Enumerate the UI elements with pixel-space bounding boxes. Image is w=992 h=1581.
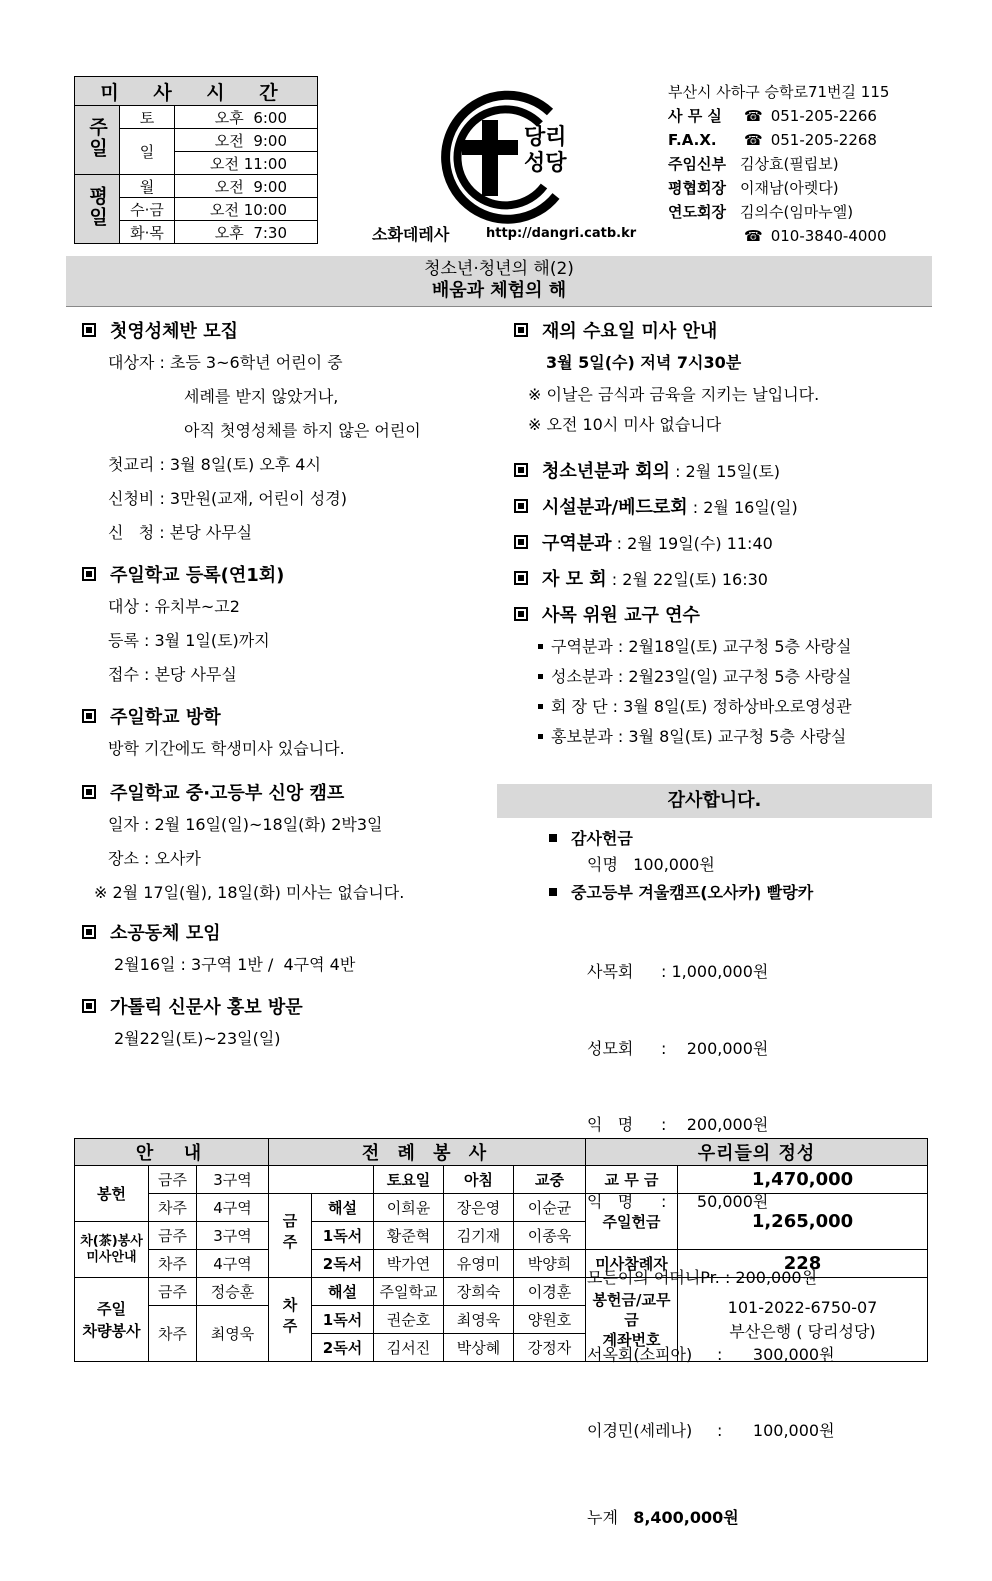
section-title: 가톨릭 신문사 홍보 방문 [78, 990, 498, 1022]
guide-value: 3구역 [197, 1222, 269, 1250]
offering-value: 1,265,000 [678, 1194, 928, 1250]
donor-row: 익 명 : 200,000원 [587, 1115, 769, 1134]
banner-line-1: 청소년·청년의 해(2) [424, 259, 574, 279]
server: 주일학교 [374, 1278, 444, 1306]
contact-value: 051-205-2268 [770, 131, 877, 149]
week-label: 차주 [149, 1250, 197, 1278]
square-bullet-icon [514, 323, 528, 337]
bullet-icon [538, 704, 543, 709]
text-line: 등록 : 3월 1일(토)까지 [108, 631, 270, 650]
donor-row: 서옥회(소피아) : 300,000원 [587, 1344, 835, 1364]
contact-label: 사 무 실 [668, 107, 722, 125]
square-bullet-icon [514, 571, 528, 585]
section-title: 소공동체 모임 [78, 916, 498, 948]
account-info [678, 1278, 928, 1362]
server: 이종욱 [514, 1222, 586, 1250]
contact-value: 010-3840-4000 [770, 227, 887, 245]
server: 강정자 [514, 1334, 586, 1362]
section-title: 청소년분과 회의 : 2월 15일(토) [510, 452, 930, 488]
server: 권순호 [374, 1306, 444, 1334]
offering-value: 228 [678, 1250, 928, 1278]
text-line: 일자 : 2월 16일(일)~18일(화) 2박3일 [108, 815, 383, 834]
square-bullet-icon [82, 785, 96, 799]
section-title: 첫영성체반 모집 [78, 314, 498, 346]
text-line: ※ 이날은 금식과 금육을 지키는 날입니다. [528, 385, 820, 404]
guide-title: 안 내 [75, 1139, 269, 1166]
role-label: 2독서 [312, 1334, 374, 1362]
mass-time: 오전 11:00 [175, 152, 318, 175]
mass-day: 화·목 [120, 221, 175, 244]
donor-row: 이경민(세레나) : 100,000원 [587, 1421, 835, 1440]
text-line: 익명 100,000원 [587, 855, 715, 874]
phone-icon: ☎ [744, 131, 763, 149]
donor-row: 사목회 : 1,000,000원 [587, 962, 769, 981]
square-bullet-icon [82, 567, 96, 581]
text-line: 첫교리 : 3월 8일(토) 오후 4시 [108, 455, 321, 474]
role-label: 2독서 [312, 1250, 374, 1278]
server: 이희윤 [374, 1194, 444, 1222]
text-line: ※ 2월 17일(월), 18일(화) 미사는 없습니다. [94, 883, 405, 902]
text-line: 2월22일(토)~23일(일) [114, 1029, 281, 1048]
square-bullet-icon [514, 499, 528, 513]
week-label: 금주 [149, 1166, 197, 1194]
server: 황준혁 [374, 1222, 444, 1250]
square-bullet-icon [82, 709, 96, 723]
contact-value: 김의수(임마누엘) [740, 203, 854, 221]
thanks-heading: 중고등부 겨울캠프(오사카) 빨랑카 [497, 878, 932, 908]
offering-label: 주일헌금 [586, 1194, 678, 1250]
sunday-label: 주일 [75, 106, 120, 175]
server: 양원호 [514, 1306, 586, 1334]
text-line: ※ 오전 10시 미사 없습니다 [528, 415, 722, 434]
server: 이순균 [514, 1194, 586, 1222]
banner-line-2: 배움과 체험의 해 [431, 280, 567, 301]
text-line: 세례를 받지 않았거나, [184, 387, 339, 406]
text-line: 접수 : 본당 사무실 [108, 665, 237, 684]
server: 최영욱 [444, 1306, 514, 1334]
bullet-icon [538, 644, 543, 649]
cross-icon [482, 120, 498, 196]
square-bullet-icon [514, 535, 528, 549]
section-title: 사목 위원 교구 연수 [510, 596, 930, 632]
bullet-icon [538, 734, 543, 739]
square-bullet-icon [514, 607, 528, 621]
server: 장희숙 [444, 1278, 514, 1306]
list-item: 홍보분과 : 3월 8일(토) 교구청 5층 사랑실 [510, 722, 930, 752]
text-line: 신청비 : 3만원(교재, 어린이 성경) [108, 489, 347, 508]
mass-day: 월 [120, 175, 175, 198]
offering-title: 우리들의 정성 [586, 1139, 928, 1166]
contact-label: 연도회장 [668, 203, 726, 221]
list-item: 성소분과 : 2월23일(일) 교구청 5층 사랑실 [510, 662, 930, 692]
server: 유영미 [444, 1250, 514, 1278]
right-column [510, 314, 930, 752]
car-label: 주일 차량봉사 [75, 1278, 149, 1362]
week-label: 차주 [149, 1194, 197, 1222]
server: 김서진 [374, 1334, 444, 1362]
logo-text-1: 당리 [524, 125, 567, 150]
role-label: 해설 [312, 1278, 374, 1306]
church-logo [432, 84, 592, 234]
guide-value: 정승훈 [197, 1278, 269, 1306]
week-label: 차주 [149, 1306, 197, 1362]
text-line: 아직 첫영성체를 하지 않은 어린이 [184, 421, 421, 440]
text-line: 3월 5일(수) 저녁 7시30분 [546, 353, 742, 372]
contact-value: 051-205-2266 [770, 107, 877, 125]
list-item: 구역분과 : 2월18일(토) 교구청 5층 사랑실 [510, 632, 930, 662]
role-label: 해설 [312, 1194, 374, 1222]
donor-row: 익 명 : 50,000원 [587, 1191, 769, 1211]
square-bullet-icon [82, 925, 96, 939]
server: 김기재 [444, 1222, 514, 1250]
server: 박양희 [514, 1250, 586, 1278]
section-title: 주일학교 등록(연1회) [78, 558, 498, 590]
list-item: 회 장 단 : 3월 8일(토) 정하상바오로영성관 [510, 692, 930, 722]
mass-time: 오전 10:00 [175, 198, 318, 221]
left-column [78, 314, 498, 1056]
square-bullet-icon [82, 999, 96, 1013]
bullet-icon [538, 674, 543, 679]
mass-day: 수·금 [120, 198, 175, 221]
liturgy-col: 토요일 [374, 1166, 444, 1194]
guide-value: 최영욱 [197, 1306, 269, 1362]
section-title: 주일학교 중·고등부 신앙 캠프 [78, 776, 498, 808]
mass-times-table [74, 76, 318, 244]
guide-value: 4구역 [197, 1194, 269, 1222]
liturgy-next-label: 차주 [269, 1278, 312, 1362]
thanks-heading: 감사헌금 [497, 826, 932, 852]
liturgy-title: 전 례 봉 사 [269, 1139, 586, 1166]
text-line: 2월16일 : 3구역 1반 / 4구역 4반 [114, 955, 356, 974]
server: 박가연 [374, 1250, 444, 1278]
liturgy-this-label: 금주 [269, 1194, 312, 1278]
phone-icon: ☎ [744, 107, 763, 125]
text-line: 대상 : 유치부~고2 [108, 597, 240, 616]
contact-value: 이재남(아렛다) [740, 179, 839, 197]
mass-time: 오전 9:00 [175, 175, 318, 198]
contact-label: 주임신부 [668, 155, 726, 173]
offering-label: 미사참례자 [586, 1250, 678, 1278]
account-bank: 부산은행 ( 당리성당) [729, 1321, 876, 1341]
text-line: 장소 : 오사카 [108, 849, 201, 868]
mass-times-title: 미 사 시 간 [75, 77, 318, 106]
tea-label: 차(茶)봉사 미사안내 [75, 1222, 149, 1278]
guide-value: 4구역 [197, 1250, 269, 1278]
week-label: 금주 [149, 1222, 197, 1250]
square-bullet-icon [549, 888, 557, 896]
text-line: 대상자 : 초등 3~6학년 어린이 중 [108, 353, 343, 372]
square-bullet-icon [549, 834, 557, 842]
contact-block [668, 80, 889, 248]
bottom-table [74, 1138, 928, 1362]
text-line: 신 청 : 본당 사무실 [108, 523, 253, 542]
offering-label: 교 무 금 [586, 1166, 678, 1194]
thanks-title: 감사합니다. [497, 784, 932, 818]
patron-name: 소화데레사 [372, 225, 450, 244]
liturgy-col: 교중 [514, 1166, 586, 1194]
donor-row: 성모회 : 200,000원 [587, 1038, 769, 1058]
server: 이경훈 [514, 1278, 586, 1306]
bonghun-label: 봉헌 [75, 1166, 149, 1222]
mass-day: 토 [120, 106, 175, 129]
section-title: 자 모 회 : 2월 22일(토) 16:30 [510, 560, 930, 596]
section-title: 시설분과/베드로회 : 2월 16일(일) [510, 488, 930, 524]
server: 장은영 [444, 1194, 514, 1222]
mass-time: 오후 7:30 [175, 221, 318, 244]
role-label: 1독서 [312, 1306, 374, 1334]
square-bullet-icon [514, 463, 528, 477]
role-label: 1독서 [312, 1222, 374, 1250]
section-title: 주일학교 방학 [78, 700, 498, 732]
week-label: 금주 [149, 1278, 197, 1306]
year-theme-banner [66, 256, 932, 307]
donor-row: 모든이의 어머니Pr. : 200,000원 [587, 1268, 818, 1287]
text-line: 방학 기간에도 학생미사 있습니다. [108, 739, 345, 758]
section-title: 재의 수요일 미사 안내 [510, 314, 930, 346]
liturgy-col: 아침 [444, 1166, 514, 1194]
contact-value: 김상효(필립보) [740, 155, 839, 173]
square-bullet-icon [82, 323, 96, 337]
weekday-label: 평일 [75, 175, 120, 244]
account-label: 봉헌금/교무금 계좌번호 [586, 1278, 678, 1362]
mass-day: 일 [120, 129, 175, 175]
server: 박상혜 [444, 1334, 514, 1362]
guide-value: 3구역 [197, 1166, 269, 1194]
logo-text-2: 성당 [524, 151, 567, 176]
mass-time: 오전 9:00 [175, 129, 318, 152]
phone-icon: ☎ [744, 227, 763, 245]
section-title: 구역분과 : 2월 19일(수) 11:40 [510, 524, 930, 560]
contact-label: 평협회장 [668, 179, 726, 197]
address: 부산시 사하구 승학로71번길 115 [668, 83, 890, 101]
website-link[interactable]: http://dangri.catb.kr [486, 226, 637, 241]
account-number: 101-2022-6750-07 [727, 1297, 878, 1317]
contact-label: F.A.X. [668, 131, 717, 149]
total-row: 누계 8,400,000원 [587, 1507, 739, 1527]
offering-value: 1,470,000 [678, 1166, 928, 1194]
mass-time: 오후 6:00 [175, 106, 318, 129]
